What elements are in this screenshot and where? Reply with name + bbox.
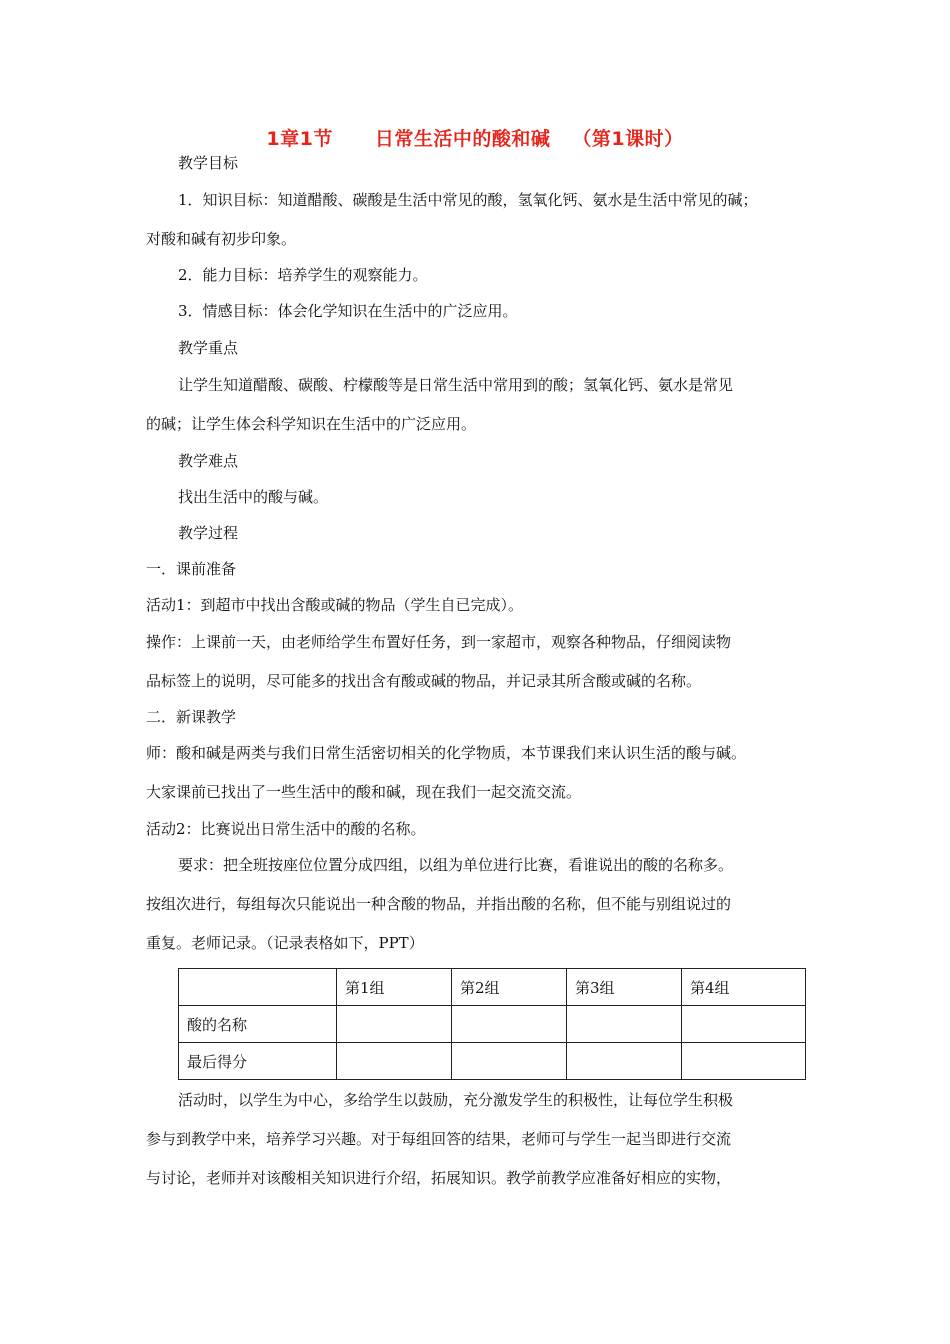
title-period: （第1课时） bbox=[572, 128, 684, 150]
heading-process: 教学过程 bbox=[178, 524, 239, 542]
paragraph-line: 1．知识目标：知道醋酸、碳酸是生活中常见的酸，氢氧化钙、氨水是生活中常见的碱； bbox=[178, 191, 758, 209]
paragraph-line: 按组次进行，每组每次只能说出一种含酸的物品，并指出酸的名称，但不能与别组说过的 bbox=[146, 895, 732, 913]
table-cell bbox=[452, 1043, 567, 1080]
paragraph-line: 活动2：比赛说出日常生活中的酸的名称。 bbox=[146, 820, 426, 838]
table-cell bbox=[567, 1006, 682, 1043]
paragraph-line: 要求：把全班按座位位置分成四组，以组为单位进行比赛，看谁说出的酸的名称多。 bbox=[178, 856, 734, 874]
paragraph-line: 活动时，以学生为中心，多给学生以鼓励，充分激发学生的积极性，让每位学生积极 bbox=[178, 1091, 734, 1109]
section-heading-preparation: 一．课前准备 bbox=[146, 560, 237, 578]
paragraph-line: 找出生活中的酸与碱。 bbox=[178, 488, 329, 506]
table-cell bbox=[337, 1006, 452, 1043]
table-cell bbox=[452, 1006, 567, 1043]
paragraph-line: 让学生知道醋酸、碳酸、柠檬酸等是日常生活中常用到的酸；氢氧化钙、氨水是常见 bbox=[178, 376, 734, 394]
paragraph-line: 与讨论，老师并对该酸相关知识进行介绍，拓展知识。教学前教学应准备好相应的实物， bbox=[146, 1169, 732, 1187]
section-heading-new-lesson: 二．新课教学 bbox=[146, 708, 237, 726]
paragraph-line: 品标签上的说明，尽可能多的找出含有酸或碱的物品，并记录其所含酸或碱的名称。 bbox=[146, 672, 702, 690]
table-cell bbox=[337, 1043, 452, 1080]
title-topic: 日常生活中的酸和碱 bbox=[374, 128, 551, 150]
table-cell bbox=[567, 1043, 682, 1080]
record-table bbox=[178, 968, 806, 1080]
paragraph-line: 对酸和碱有初步印象。 bbox=[146, 230, 297, 248]
paragraph-line: 的碱；让学生体会科学知识在生活中的广泛应用。 bbox=[146, 415, 477, 433]
table-header-cell: 第3组 bbox=[567, 969, 682, 1006]
table-cell bbox=[682, 1043, 806, 1080]
heading-key-points: 教学重点 bbox=[178, 339, 239, 357]
paragraph-line: 师：酸和碱是两类与我们日常生活密切相关的化学物质，本节课我们来认识生活的酸与碱。 bbox=[146, 744, 747, 762]
heading-difficulties: 教学难点 bbox=[178, 452, 239, 470]
paragraph-line: 活动1：到超市中找出含酸或碱的物品（学生自已完成）。 bbox=[146, 596, 524, 614]
lesson-title bbox=[0, 124, 950, 151]
table-header-cell: 第1组 bbox=[337, 969, 452, 1006]
table-row-label: 酸的名称 bbox=[179, 1006, 337, 1043]
paragraph-line: 操作：上课前一天，由老师给学生布置好任务，到一家超市，观察各种物品，仔细阅读物 bbox=[146, 633, 732, 651]
table-header-cell: 第4组 bbox=[682, 969, 806, 1006]
paragraph-line: 大家课前已找出了一些生活中的酸和碱，现在我们一起交流交流。 bbox=[146, 783, 582, 801]
paragraph-line: 3．情感目标：体会化学知识在生活中的广泛应用。 bbox=[178, 302, 518, 320]
table-cell bbox=[179, 969, 337, 1006]
paragraph-line: 参与到教学中来，培养学习兴趣。对于每组回答的结果，老师可与学生一起当即进行交流 bbox=[146, 1130, 732, 1148]
paragraph-line: 重复。老师记录。（记录表格如下，PPT） bbox=[146, 934, 424, 952]
table-row bbox=[179, 1043, 806, 1080]
table-header-row bbox=[179, 969, 806, 1006]
table-row bbox=[179, 1006, 806, 1043]
table-cell bbox=[682, 1006, 806, 1043]
title-chapter: 1章1节 bbox=[266, 128, 333, 150]
table-row-label: 最后得分 bbox=[179, 1043, 337, 1080]
table-header-cell: 第2组 bbox=[452, 969, 567, 1006]
paragraph-line: 2．能力目标：培养学生的观察能力。 bbox=[178, 266, 428, 284]
heading-objectives: 教学目标 bbox=[178, 154, 239, 172]
